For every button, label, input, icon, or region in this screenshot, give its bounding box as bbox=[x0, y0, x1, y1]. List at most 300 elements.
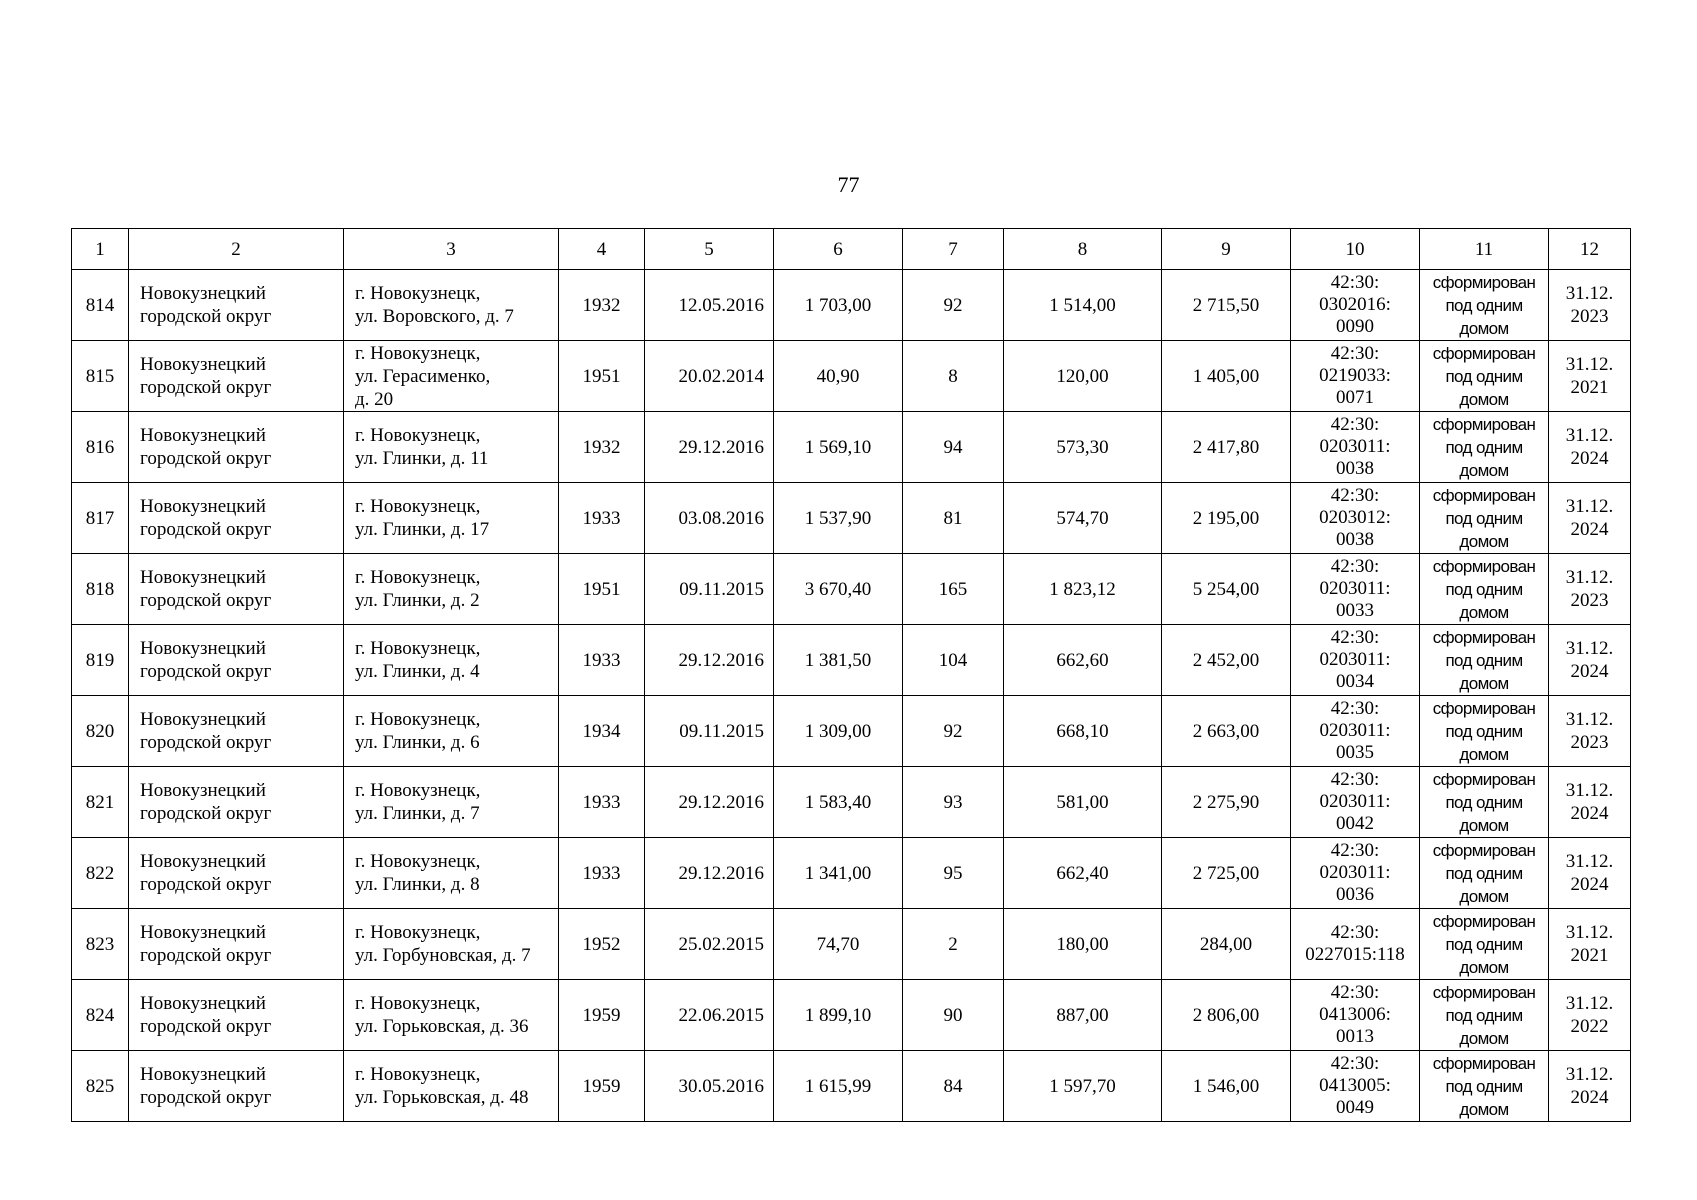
table-row bbox=[72, 625, 1631, 696]
land-status-cell-line: сформирован bbox=[1432, 1053, 1536, 1073]
deadline-cell-line: 2024 bbox=[1570, 448, 1609, 469]
land-status-cell-line: домом bbox=[1459, 602, 1509, 622]
cadastral-number-cell-line: 0219033: bbox=[1319, 365, 1391, 386]
area-cell: 1 615,99 bbox=[774, 1051, 903, 1122]
address-cell-line: г. Новокузнецк, bbox=[355, 993, 481, 1014]
address-cell-line: ул. Глинки, д. 4 bbox=[355, 661, 480, 682]
deadline-cell bbox=[1549, 270, 1631, 341]
cadastral-number-cell-line: 0036 bbox=[1336, 884, 1374, 905]
land-status-cell-line: сформирован bbox=[1432, 272, 1536, 292]
address-cell bbox=[344, 483, 559, 554]
land-area-cell: 1 405,00 bbox=[1162, 341, 1291, 412]
district-cell-line: Новокузнецкий bbox=[140, 567, 266, 588]
column-header: 4 bbox=[559, 229, 645, 270]
column-header: 2 bbox=[129, 229, 344, 270]
cadastral-number-cell bbox=[1291, 767, 1420, 838]
district-cell-line: Новокузнецкий bbox=[140, 1064, 266, 1085]
land-status-cell bbox=[1420, 554, 1549, 625]
deadline-cell bbox=[1549, 625, 1631, 696]
table-body bbox=[72, 229, 1631, 1122]
deadline-cell-line: 2023 bbox=[1570, 732, 1609, 753]
deadline-cell bbox=[1549, 767, 1631, 838]
address-cell-line: ул. Герасименко, bbox=[355, 365, 491, 387]
table-row bbox=[72, 270, 1631, 341]
district-cell bbox=[129, 412, 344, 483]
deadline-cell-line: 31.12. bbox=[1565, 567, 1614, 588]
cadastral-number-cell-line: 0413005: bbox=[1319, 1075, 1391, 1096]
cadastral-number-cell-line: 0203012: bbox=[1319, 507, 1391, 528]
year-cell: 1933 bbox=[559, 838, 645, 909]
district-cell bbox=[129, 483, 344, 554]
column-header: 7 bbox=[903, 229, 1004, 270]
date-cell: 09.11.2015 bbox=[645, 554, 774, 625]
area-cell: 1 341,00 bbox=[774, 838, 903, 909]
year-cell: 1932 bbox=[559, 412, 645, 483]
year-cell: 1959 bbox=[559, 1051, 645, 1122]
column-header: 9 bbox=[1162, 229, 1291, 270]
deadline-cell-line: 2024 bbox=[1570, 874, 1609, 895]
residents-cell: 2 bbox=[903, 909, 1004, 980]
year-cell: 1933 bbox=[559, 483, 645, 554]
district-cell bbox=[129, 980, 344, 1051]
deadline-cell-line: 31.12. bbox=[1565, 638, 1614, 659]
deadline-cell-line: 31.12. bbox=[1565, 780, 1614, 801]
district-cell bbox=[129, 1051, 344, 1122]
residents-cell: 165 bbox=[903, 554, 1004, 625]
residents-cell: 95 bbox=[903, 838, 1004, 909]
area-cell: 40,90 bbox=[774, 341, 903, 412]
date-cell: 12.05.2016 bbox=[645, 270, 774, 341]
area-cell: 1 309,00 bbox=[774, 696, 903, 767]
district-cell bbox=[129, 625, 344, 696]
address-cell-line: ул. Горбуновская, д. 7 bbox=[355, 945, 531, 966]
row-number: 822 bbox=[72, 838, 129, 909]
cadastral-number-cell-line: 42:30: bbox=[1330, 343, 1380, 364]
deadline-cell-line: 2024 bbox=[1570, 1087, 1609, 1108]
cadastral-number-cell-line: 0034 bbox=[1336, 671, 1374, 692]
cadastral-number-cell-line: 42:30: bbox=[1330, 414, 1380, 435]
district-cell bbox=[129, 909, 344, 980]
area-cell: 1 537,90 bbox=[774, 483, 903, 554]
area2-cell: 574,70 bbox=[1004, 483, 1162, 554]
cadastral-number-cell-line: 0013 bbox=[1336, 1026, 1374, 1047]
cadastral-number-cell-line: 0203011: bbox=[1319, 649, 1391, 670]
row-number: 816 bbox=[72, 412, 129, 483]
address-cell bbox=[344, 980, 559, 1051]
cadastral-number-cell-line: 0203011: bbox=[1319, 791, 1391, 812]
land-status-cell-line: домом bbox=[1459, 460, 1509, 480]
land-area-cell: 2 195,00 bbox=[1162, 483, 1291, 554]
area2-cell: 180,00 bbox=[1004, 909, 1162, 980]
year-cell: 1951 bbox=[559, 554, 645, 625]
date-cell: 29.12.2016 bbox=[645, 767, 774, 838]
area2-cell: 573,30 bbox=[1004, 412, 1162, 483]
cadastral-number-cell-line: 42:30: bbox=[1330, 840, 1380, 861]
housing-table bbox=[71, 228, 1631, 1122]
land-status-cell-line: под одним bbox=[1445, 1005, 1523, 1025]
cadastral-number-cell bbox=[1291, 483, 1420, 554]
date-cell: 29.12.2016 bbox=[645, 625, 774, 696]
deadline-cell-line: 2023 bbox=[1570, 306, 1609, 327]
table-row bbox=[72, 483, 1631, 554]
row-number: 825 bbox=[72, 1051, 129, 1122]
address-cell-line: г. Новокузнецк, bbox=[355, 851, 481, 872]
address-cell-line: г. Новокузнецк, bbox=[355, 638, 481, 659]
district-cell-line: городской округ bbox=[140, 590, 272, 611]
address-cell-line: ул. Глинки, д. 2 bbox=[355, 590, 480, 611]
land-status-cell bbox=[1420, 696, 1549, 767]
address-cell-line: д. 20 bbox=[355, 388, 394, 410]
deadline-cell-line: 2021 bbox=[1570, 377, 1609, 398]
table-row bbox=[72, 696, 1631, 767]
area2-cell: 662,40 bbox=[1004, 838, 1162, 909]
address-cell-line: г. Новокузнецк, bbox=[355, 342, 481, 364]
land-status-cell-line: домом bbox=[1459, 673, 1509, 693]
deadline-cell-line: 31.12. bbox=[1565, 283, 1614, 304]
district-cell-line: городской округ bbox=[140, 377, 272, 398]
cadastral-number-cell-line: 42:30: bbox=[1330, 1053, 1380, 1074]
address-cell bbox=[344, 696, 559, 767]
deadline-cell bbox=[1549, 1051, 1631, 1122]
cadastral-number-cell bbox=[1291, 838, 1420, 909]
column-number-header-row bbox=[72, 229, 1631, 270]
address-cell-line: ул. Горьковская, д. 36 bbox=[355, 1016, 529, 1037]
cadastral-number-cell-line: 42:30: bbox=[1330, 272, 1380, 293]
land-status-cell-line: под одним bbox=[1445, 579, 1523, 599]
land-status-cell bbox=[1420, 767, 1549, 838]
deadline-cell-line: 31.12. bbox=[1565, 425, 1614, 446]
column-header: 10 bbox=[1291, 229, 1420, 270]
address-cell bbox=[344, 909, 559, 980]
land-area-cell: 284,00 bbox=[1162, 909, 1291, 980]
land-status-cell-line: под одним bbox=[1445, 792, 1523, 812]
area-cell: 1 569,10 bbox=[774, 412, 903, 483]
land-status-cell bbox=[1420, 838, 1549, 909]
district-cell-line: городской округ bbox=[140, 874, 272, 895]
address-cell-line: г. Новокузнецк, bbox=[355, 496, 481, 517]
cadastral-number-cell bbox=[1291, 980, 1420, 1051]
cadastral-number-cell-line: 42:30: bbox=[1330, 769, 1380, 790]
deadline-cell bbox=[1549, 554, 1631, 625]
date-cell: 25.02.2015 bbox=[645, 909, 774, 980]
deadline-cell bbox=[1549, 412, 1631, 483]
district-cell-line: Новокузнецкий bbox=[140, 496, 266, 517]
district-cell-line: Новокузнецкий bbox=[140, 283, 266, 304]
row-number: 820 bbox=[72, 696, 129, 767]
district-cell-line: Новокузнецкий bbox=[140, 780, 266, 801]
date-cell: 09.11.2015 bbox=[645, 696, 774, 767]
area2-cell: 668,10 bbox=[1004, 696, 1162, 767]
address-cell-line: ул. Горьковская, д. 48 bbox=[355, 1087, 529, 1108]
land-area-cell: 2 806,00 bbox=[1162, 980, 1291, 1051]
address-cell-line: ул. Глинки, д. 7 bbox=[355, 803, 480, 824]
cadastral-number-cell-line: 0049 bbox=[1336, 1097, 1374, 1118]
row-number: 818 bbox=[72, 554, 129, 625]
district-cell-line: Новокузнецкий bbox=[140, 354, 266, 375]
cadastral-number-cell bbox=[1291, 1051, 1420, 1122]
year-cell: 1933 bbox=[559, 625, 645, 696]
residents-cell: 94 bbox=[903, 412, 1004, 483]
district-cell-line: городской округ bbox=[140, 732, 272, 753]
table-row bbox=[72, 554, 1631, 625]
cadastral-number-cell-line: 0038 bbox=[1336, 458, 1374, 479]
land-status-cell-line: под одним bbox=[1445, 863, 1523, 883]
address-cell-line: г. Новокузнецк, bbox=[355, 1064, 481, 1085]
district-cell bbox=[129, 696, 344, 767]
column-header: 8 bbox=[1004, 229, 1162, 270]
land-status-cell-line: под одним bbox=[1445, 508, 1523, 528]
year-cell: 1952 bbox=[559, 909, 645, 980]
deadline-cell-line: 2023 bbox=[1570, 590, 1609, 611]
address-cell bbox=[344, 412, 559, 483]
address-cell-line: г. Новокузнецк, bbox=[355, 567, 481, 588]
land-status-cell bbox=[1420, 980, 1549, 1051]
cadastral-number-cell-line: 42:30: bbox=[1330, 627, 1380, 648]
deadline-cell-line: 31.12. bbox=[1565, 709, 1614, 730]
residents-cell: 104 bbox=[903, 625, 1004, 696]
cadastral-number-cell-line: 0042 bbox=[1336, 813, 1374, 834]
table-row bbox=[72, 909, 1631, 980]
cadastral-number-cell bbox=[1291, 341, 1420, 412]
cadastral-number-cell-line: 0302016: bbox=[1319, 294, 1391, 315]
deadline-cell bbox=[1549, 980, 1631, 1051]
land-area-cell: 2 275,90 bbox=[1162, 767, 1291, 838]
land-status-cell-line: домом bbox=[1459, 815, 1509, 835]
land-status-cell-line: домом bbox=[1459, 1099, 1509, 1119]
land-status-cell-line: сформирован bbox=[1432, 840, 1536, 860]
address-cell-line: г. Новокузнецк, bbox=[355, 425, 481, 446]
address-cell-line: ул. Глинки, д. 6 bbox=[355, 732, 480, 753]
cadastral-number-cell-line: 0227015:118 bbox=[1305, 944, 1405, 965]
land-status-cell-line: сформирован bbox=[1432, 343, 1536, 363]
column-header: 3 bbox=[344, 229, 559, 270]
cadastral-number-cell-line: 42:30: bbox=[1330, 485, 1380, 506]
area2-cell: 887,00 bbox=[1004, 980, 1162, 1051]
table-row bbox=[72, 1051, 1631, 1122]
district-cell-line: городской округ bbox=[140, 945, 272, 966]
deadline-cell-line: 2024 bbox=[1570, 661, 1609, 682]
cadastral-number-cell-line: 0203011: bbox=[1319, 862, 1391, 883]
cadastral-number-cell-line: 0413006: bbox=[1319, 1004, 1391, 1025]
date-cell: 29.12.2016 bbox=[645, 838, 774, 909]
land-status-cell-line: под одним bbox=[1445, 1076, 1523, 1096]
district-cell-line: городской округ bbox=[140, 661, 272, 682]
deadline-cell-line: 31.12. bbox=[1565, 851, 1614, 872]
land-status-cell bbox=[1420, 909, 1549, 980]
address-cell-line: г. Новокузнецк, bbox=[355, 780, 481, 801]
residents-cell: 92 bbox=[903, 270, 1004, 341]
cadastral-number-cell bbox=[1291, 412, 1420, 483]
land-status-cell-line: домом bbox=[1459, 744, 1509, 764]
area-cell: 1 381,50 bbox=[774, 625, 903, 696]
date-cell: 20.02.2014 bbox=[645, 341, 774, 412]
cadastral-number-cell bbox=[1291, 625, 1420, 696]
table-row bbox=[72, 767, 1631, 838]
deadline-cell-line: 31.12. bbox=[1565, 1064, 1614, 1085]
residents-cell: 92 bbox=[903, 696, 1004, 767]
district-cell-line: городской округ bbox=[140, 519, 272, 540]
district-cell-line: городской округ bbox=[140, 306, 272, 327]
date-cell: 30.05.2016 bbox=[645, 1051, 774, 1122]
district-cell-line: городской округ bbox=[140, 1087, 272, 1108]
land-status-cell bbox=[1420, 270, 1549, 341]
land-status-cell-line: сформирован bbox=[1432, 414, 1536, 434]
district-cell-line: городской округ bbox=[140, 448, 272, 469]
land-status-cell bbox=[1420, 483, 1549, 554]
district-cell-line: городской округ bbox=[140, 803, 272, 824]
address-cell-line: ул. Глинки, д. 8 bbox=[355, 874, 480, 895]
land-status-cell-line: домом bbox=[1459, 389, 1509, 409]
area-cell: 1 583,40 bbox=[774, 767, 903, 838]
row-number: 823 bbox=[72, 909, 129, 980]
cadastral-number-cell bbox=[1291, 270, 1420, 341]
row-number: 821 bbox=[72, 767, 129, 838]
residents-cell: 84 bbox=[903, 1051, 1004, 1122]
land-status-cell-line: сформирован bbox=[1432, 769, 1536, 789]
cadastral-number-cell-line: 0090 bbox=[1336, 316, 1374, 337]
table-row bbox=[72, 838, 1631, 909]
deadline-cell bbox=[1549, 696, 1631, 767]
land-area-cell: 2 725,00 bbox=[1162, 838, 1291, 909]
cadastral-number-cell bbox=[1291, 696, 1420, 767]
land-status-cell-line: под одним bbox=[1445, 650, 1523, 670]
land-status-cell bbox=[1420, 625, 1549, 696]
district-cell bbox=[129, 270, 344, 341]
cadastral-number-cell-line: 0203011: bbox=[1319, 720, 1391, 741]
district-cell-line: Новокузнецкий bbox=[140, 851, 266, 872]
year-cell: 1951 bbox=[559, 341, 645, 412]
land-area-cell: 2 452,00 bbox=[1162, 625, 1291, 696]
land-area-cell: 5 254,00 bbox=[1162, 554, 1291, 625]
area-cell: 3 670,40 bbox=[774, 554, 903, 625]
address-cell-line: г. Новокузнецк, bbox=[355, 283, 481, 304]
land-status-cell-line: под одним bbox=[1445, 437, 1523, 457]
land-status-cell bbox=[1420, 1051, 1549, 1122]
land-area-cell: 1 546,00 bbox=[1162, 1051, 1291, 1122]
cadastral-number-cell bbox=[1291, 554, 1420, 625]
area2-cell: 1 514,00 bbox=[1004, 270, 1162, 341]
cadastral-number-cell-line: 0038 bbox=[1336, 529, 1374, 550]
deadline-cell-line: 2021 bbox=[1570, 945, 1609, 966]
year-cell: 1933 bbox=[559, 767, 645, 838]
cadastral-number-cell bbox=[1291, 909, 1420, 980]
area2-cell: 581,00 bbox=[1004, 767, 1162, 838]
district-cell-line: Новокузнецкий bbox=[140, 993, 266, 1014]
area2-cell: 662,60 bbox=[1004, 625, 1162, 696]
land-status-cell-line: сформирован bbox=[1432, 627, 1536, 647]
district-cell-line: Новокузнецкий bbox=[140, 922, 266, 943]
area2-cell: 1 597,70 bbox=[1004, 1051, 1162, 1122]
cadastral-number-cell-line: 42:30: bbox=[1330, 556, 1380, 577]
residents-cell: 93 bbox=[903, 767, 1004, 838]
cadastral-number-cell-line: 0203011: bbox=[1319, 578, 1391, 599]
cadastral-number-cell-line: 42:30: bbox=[1330, 922, 1380, 943]
address-cell bbox=[344, 554, 559, 625]
deadline-cell-line: 2022 bbox=[1570, 1016, 1609, 1037]
land-status-cell-line: под одним bbox=[1445, 295, 1523, 315]
deadline-cell bbox=[1549, 483, 1631, 554]
land-status-cell-line: домом bbox=[1459, 318, 1509, 338]
table-row bbox=[72, 341, 1631, 412]
area-cell: 74,70 bbox=[774, 909, 903, 980]
row-number: 817 bbox=[72, 483, 129, 554]
land-area-cell: 2 417,80 bbox=[1162, 412, 1291, 483]
district-cell bbox=[129, 838, 344, 909]
land-status-cell-line: домом bbox=[1459, 886, 1509, 906]
land-status-cell bbox=[1420, 412, 1549, 483]
address-cell-line: ул. Воровского, д. 7 bbox=[355, 306, 514, 327]
address-cell-line: г. Новокузнецк, bbox=[355, 922, 481, 943]
land-status-cell-line: сформирован bbox=[1432, 911, 1536, 931]
deadline-cell bbox=[1549, 909, 1631, 980]
column-header: 6 bbox=[774, 229, 903, 270]
land-status-cell bbox=[1420, 341, 1549, 412]
address-cell-line: ул. Глинки, д. 17 bbox=[355, 519, 490, 540]
land-status-cell-line: сформирован bbox=[1432, 556, 1536, 576]
land-status-cell-line: домом bbox=[1459, 1028, 1509, 1048]
address-cell bbox=[344, 625, 559, 696]
deadline-cell-line: 2024 bbox=[1570, 803, 1609, 824]
land-status-cell-line: сформирован bbox=[1432, 982, 1536, 1002]
address-cell bbox=[344, 1051, 559, 1122]
address-cell bbox=[344, 838, 559, 909]
land-area-cell: 2 663,00 bbox=[1162, 696, 1291, 767]
year-cell: 1932 bbox=[559, 270, 645, 341]
address-cell-line: ул. Глинки, д. 11 bbox=[355, 448, 489, 469]
area2-cell: 1 823,12 bbox=[1004, 554, 1162, 625]
land-status-cell-line: домом bbox=[1459, 531, 1509, 551]
land-status-cell-line: сформирован bbox=[1432, 698, 1536, 718]
district-cell-line: Новокузнецкий bbox=[140, 709, 266, 730]
table-row bbox=[72, 412, 1631, 483]
cadastral-number-cell-line: 0203011: bbox=[1319, 436, 1391, 457]
area-cell: 1 703,00 bbox=[774, 270, 903, 341]
table-row bbox=[72, 980, 1631, 1051]
district-cell bbox=[129, 554, 344, 625]
cadastral-number-cell-line: 42:30: bbox=[1330, 982, 1380, 1003]
deadline-cell-line: 31.12. bbox=[1565, 993, 1614, 1014]
year-cell: 1959 bbox=[559, 980, 645, 1051]
deadline-cell-line: 31.12. bbox=[1565, 496, 1614, 517]
land-status-cell-line: сформирован bbox=[1432, 485, 1536, 505]
row-number: 815 bbox=[72, 341, 129, 412]
cadastral-number-cell-line: 0033 bbox=[1336, 600, 1374, 621]
column-header: 5 bbox=[645, 229, 774, 270]
residents-cell: 8 bbox=[903, 341, 1004, 412]
address-cell-line: г. Новокузнецк, bbox=[355, 709, 481, 730]
land-area-cell: 2 715,50 bbox=[1162, 270, 1291, 341]
row-number: 814 bbox=[72, 270, 129, 341]
district-cell-line: Новокузнецкий bbox=[140, 638, 266, 659]
date-cell: 22.06.2015 bbox=[645, 980, 774, 1051]
address-cell bbox=[344, 270, 559, 341]
cadastral-number-cell-line: 42:30: bbox=[1330, 698, 1380, 719]
column-header: 12 bbox=[1549, 229, 1631, 270]
page-number: 77 bbox=[837, 172, 860, 197]
land-status-cell-line: под одним bbox=[1445, 934, 1523, 954]
column-header: 11 bbox=[1420, 229, 1549, 270]
residents-cell: 90 bbox=[903, 980, 1004, 1051]
district-cell bbox=[129, 341, 344, 412]
year-cell: 1934 bbox=[559, 696, 645, 767]
area2-cell: 120,00 bbox=[1004, 341, 1162, 412]
deadline-cell bbox=[1549, 838, 1631, 909]
date-cell: 03.08.2016 bbox=[645, 483, 774, 554]
deadline-cell bbox=[1549, 341, 1631, 412]
address-cell bbox=[344, 341, 559, 412]
land-status-cell-line: домом bbox=[1459, 957, 1509, 977]
district-cell-line: Новокузнецкий bbox=[140, 425, 266, 446]
